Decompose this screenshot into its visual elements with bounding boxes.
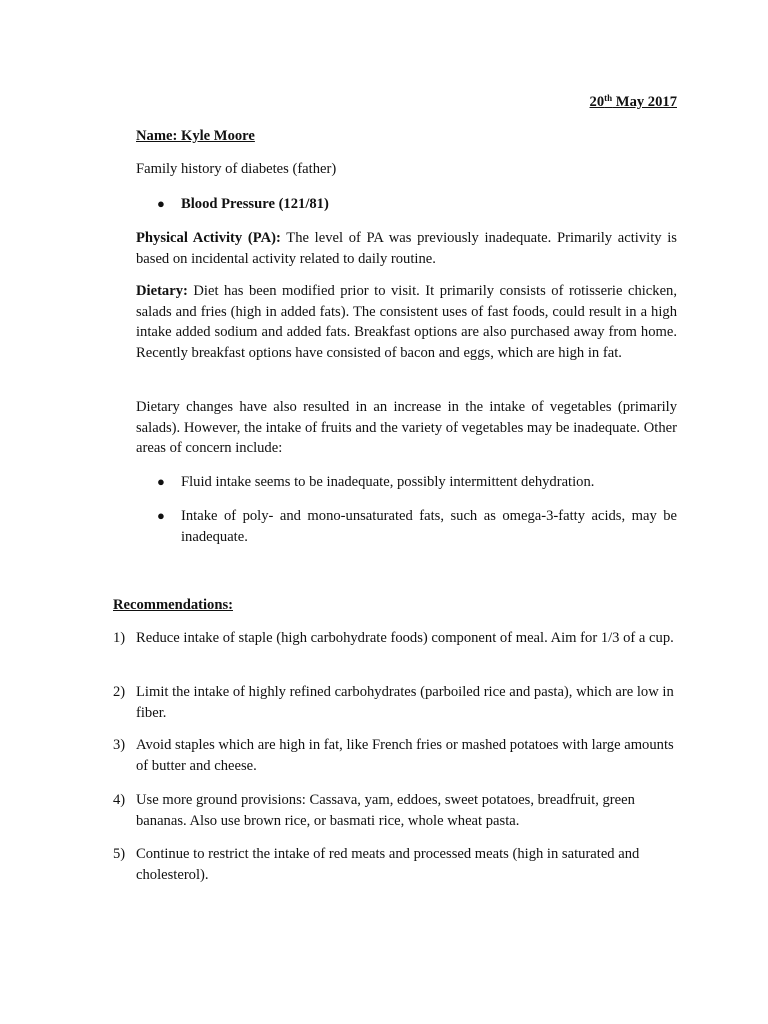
bullet-icon: ● <box>157 196 165 211</box>
dietary-label: Dietary: <box>136 283 188 299</box>
date-month-year: May 2017 <box>612 94 677 110</box>
concern-item <box>157 506 677 547</box>
recommendation-number: 2) <box>113 684 126 700</box>
recommendation-text: Continue to restrict the intake of red meats and processed meats (high in saturated and cholesterol). <box>136 846 640 883</box>
recommendation-text: Use more ground provisions: Cassava, yam, eddoes, sweet potatoes, breadfruit, green bananas. Also use brown rice, or basmati rice, whole wheat pasta. <box>136 792 635 829</box>
patient-name: Name: Kyle Moore <box>136 128 255 144</box>
physical-activity-paragraph <box>136 228 677 269</box>
family-history: Family history of diabetes (father) <box>136 161 337 177</box>
date-line <box>590 92 677 113</box>
recommendation-item <box>113 682 677 723</box>
recommendation-number: 1) <box>113 630 126 646</box>
recommendation-number: 4) <box>113 792 126 808</box>
recommendation-item <box>113 735 677 776</box>
dietary-changes-paragraph: Dietary changes have also resulted in an increase in the intake of vegetables (primarily salads). However, the intake of fruits and the variety of vegetables may be inadequate. Other areas of concern include: <box>136 399 677 456</box>
dietary-paragraph <box>136 281 677 363</box>
recommendation-text: Reduce intake of staple (high carbohydrate foods) component of meal. Aim for 1/3 of a cup. <box>136 630 674 646</box>
physical-activity-text: The level of PA was previously inadequate. Primarily activity is based on incidental activity related to daily routine. <box>136 230 677 267</box>
bullet-icon: ● <box>157 508 165 523</box>
recommendation-item <box>113 844 677 885</box>
physical-activity-label: Physical Activity (PA): <box>136 230 281 246</box>
concern-item <box>157 472 677 493</box>
concern-text: Fluid intake seems to be inadequate, possibly intermittent dehydration. <box>181 474 595 490</box>
date-suffix: th <box>604 93 613 103</box>
blood-pressure-text: Blood Pressure (121/81) <box>181 196 329 212</box>
bullet-icon: ● <box>157 474 165 489</box>
date-day: 20 <box>589 94 605 110</box>
recommendation-number: 3) <box>113 737 126 753</box>
recommendation-number: 5) <box>113 846 126 862</box>
recommendation-item <box>113 790 677 831</box>
blood-pressure-bullet <box>157 194 677 215</box>
dietary-text: Diet has been modified prior to visit. It primarily consists of rotisserie chicken, salads and fries (high in added fats). The consistent uses of fast foods, could result in a high intake added sodium and added fats. Breakfast options are also purchased away from home. Recently breakfast options have consisted of bacon and eggs, which are high in fat. <box>136 283 677 361</box>
recommendation-item <box>113 628 677 649</box>
recommendation-text: Avoid staples which are high in fat, like French fries or mashed potatoes with large amounts of butter and cheese. <box>136 737 674 774</box>
concern-text: Intake of poly- and mono-unsaturated fats, such as omega-3-fatty acids, may be inadequate. <box>181 508 677 545</box>
recommendation-text: Limit the intake of highly refined carbohydrates (parboiled rice and pasta), which are low in fiber. <box>136 684 674 721</box>
recommendations-title: Recommendations: <box>113 597 233 613</box>
